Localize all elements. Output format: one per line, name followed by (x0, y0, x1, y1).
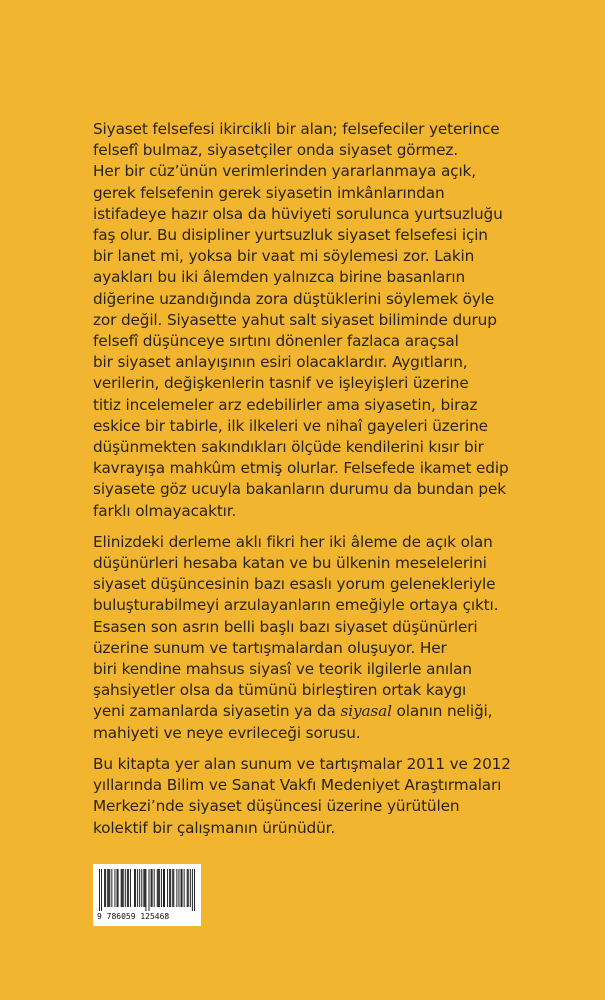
barcode-bar (181, 869, 182, 907)
blurb-line: siyasete göz ucuyla bakanların durumu da bundan pek (93, 480, 506, 499)
blurb-line: siyaset düşüncesinin bazı esaslı yorum gelenekleriyle (93, 575, 496, 594)
barcode-bar (158, 869, 159, 907)
barcode-bar (114, 869, 115, 907)
barcode-bar (101, 869, 102, 911)
barcode-bar (145, 869, 146, 911)
barcode-bar (118, 869, 119, 907)
barcode-bar (117, 869, 118, 907)
blurb-line: ayakları bu iki âlemden yalnızca birine basanların (93, 268, 466, 287)
barcode-bar (163, 869, 164, 907)
barcode-bar (108, 869, 109, 907)
blurb-line: yıllarında Bilim ve Sanat Vakfı Medeniyet Araştırmaları (93, 776, 502, 795)
blurb-line-with-emphasis (93, 702, 492, 720)
back-cover-blurb (93, 119, 533, 839)
barcode-bar (123, 869, 124, 907)
barcode-bar (187, 869, 188, 907)
barcode-bar (107, 869, 108, 907)
blurb-line: felsefî düşünceye sırtını dönenler fazlaca araçsal (93, 332, 459, 351)
barcode-bar (157, 869, 158, 907)
barcode-bar (141, 869, 142, 907)
blurb-line: düşünürleri hesaba katan ve bu ülkenin meselelerini (93, 554, 487, 573)
blurb-line: bir siyaset anlayışının esiri olacaklardır. Aygıtların, (93, 353, 468, 372)
blurb-paragraph-2 (93, 532, 533, 744)
barcode-bar (125, 869, 126, 907)
blurb-line: titiz incelemeler arz edebilirler ama siyasetin, biraz (93, 395, 478, 414)
barcode-bar (173, 869, 174, 907)
barcode-bar (152, 869, 153, 907)
barcode-bars (99, 869, 195, 911)
isbn-barcode (93, 864, 201, 926)
barcode-bar (144, 869, 145, 907)
barcode-bar (170, 869, 171, 907)
barcode-bar (176, 869, 177, 907)
barcode-bar (135, 869, 136, 907)
blurb-paragraph-1 (93, 119, 533, 522)
blurb-line: Esasen son asrın belli başlı bazı siyaset düşünürleri (93, 617, 478, 636)
barcode-bar (134, 869, 135, 907)
blurb-line: farklı olmayacaktır. (93, 501, 237, 520)
barcode-bar (143, 869, 144, 907)
barcode-bar (130, 869, 131, 907)
barcode-bar (169, 869, 170, 907)
blurb-line: Her bir cüz’ünün verimlerinden yararlanmaya açık, (93, 162, 476, 181)
barcode-bar (182, 869, 183, 907)
blurb-line: istifadeye hazır olsa da hüviyeti sorulunca yurtsuzluğu (93, 204, 503, 223)
barcode-bar (154, 869, 155, 907)
barcode-bar (188, 869, 189, 907)
barcode-bar (122, 869, 123, 907)
blurb-paragraph-3 (93, 754, 533, 839)
barcode-bar (161, 869, 162, 907)
blurb-line: Bu kitapta yer alan sunum ve tartışmalar 2011 ve 2012 (93, 754, 511, 773)
blurb-line: felsefî bulmaz, siyasetçiler onda siyaset görmez. (93, 141, 458, 160)
barcode-bar (128, 869, 129, 907)
blurb-line: üzerine sunum ve tartışmalardan oluşuyor. Her (93, 638, 447, 657)
blurb-line: Merkezi’nde siyaset düşüncesi üzerine yürütülen (93, 797, 460, 816)
blurb-line: verilerin, değişkenlerin tasnif ve işleyişleri üzerine (93, 374, 469, 393)
barcode-bar (139, 869, 140, 907)
blurb-line: eskice bir tabirle, ilk ilkeleri ve nihaî gayeleri üzerine (93, 416, 488, 435)
blurb-line: düşünmekten sakındıkları ölçüde kendilerini kısır bir (93, 438, 484, 457)
blurb-line: şahsiyetler olsa da tümünü birleştiren ortak kaygı (93, 681, 467, 700)
barcode-bar (190, 869, 191, 907)
barcode-bar (137, 869, 138, 907)
isbn-number: 9 786059 125468 (97, 912, 170, 921)
blurb-line: faş olur. Bu disipliner yurtsuzluk siyaset felsefesi için (93, 226, 488, 245)
blurb-line: zor değil. Siyasette yahut salt siyaset biliminde durup (93, 310, 497, 329)
emphasized-term: siyasal (340, 702, 392, 721)
barcode-bar (99, 869, 100, 911)
blurb-text: olanın neliği, (391, 702, 493, 721)
blurb-line: bir lanet mi, yoksa bir vaat mi söylemesi zor. Lakin (93, 247, 475, 266)
barcode-bar (164, 869, 165, 907)
barcode-bar (149, 869, 150, 911)
blurb-text: yeni zamanlarda siyasetin ya da (93, 702, 341, 721)
blurb-line: mahiyeti ve neye evrileceği sorusu. (93, 723, 361, 742)
barcode-bar (104, 869, 105, 907)
barcode-bar (178, 869, 179, 907)
blurb-line: buluşturabilmeyi arzulayanların emeğiyle ortaya çıktı. (93, 596, 499, 615)
blurb-line: biri kendine mahsus siyasî ve teorik ilgilerle anılan (93, 660, 472, 679)
blurb-line: diğerine uzandığında zora düştüklerini söylemek öyle (93, 289, 495, 308)
barcode-bar (121, 869, 122, 907)
blurb-line: kolektif bir çalışmanın ürünüdür. (93, 818, 336, 837)
blurb-line: gerek felsefenin gerek siyasetin imkânlarından (93, 183, 445, 202)
barcode-bar (159, 869, 160, 907)
barcode-bar (192, 869, 193, 911)
barcode-bar (151, 869, 152, 907)
barcode-bar (194, 869, 195, 911)
barcode-bar (167, 869, 168, 907)
barcode-bar (184, 869, 185, 907)
blurb-line: Elinizdeki derleme aklı fikri her iki âleme de açık olan (93, 532, 493, 551)
barcode-bar (109, 869, 110, 907)
blurb-line: Siyaset felsefesi ikircikli bir alan; felsefeciler yeterince (93, 120, 500, 138)
blurb-line: kavrayışa mahkûm etmiş olurlar. Felsefede ikamet edip (93, 459, 509, 478)
barcode-bar (105, 869, 106, 907)
barcode-bar (127, 869, 128, 907)
barcode-bar (172, 869, 173, 907)
barcode-bar (111, 869, 112, 907)
